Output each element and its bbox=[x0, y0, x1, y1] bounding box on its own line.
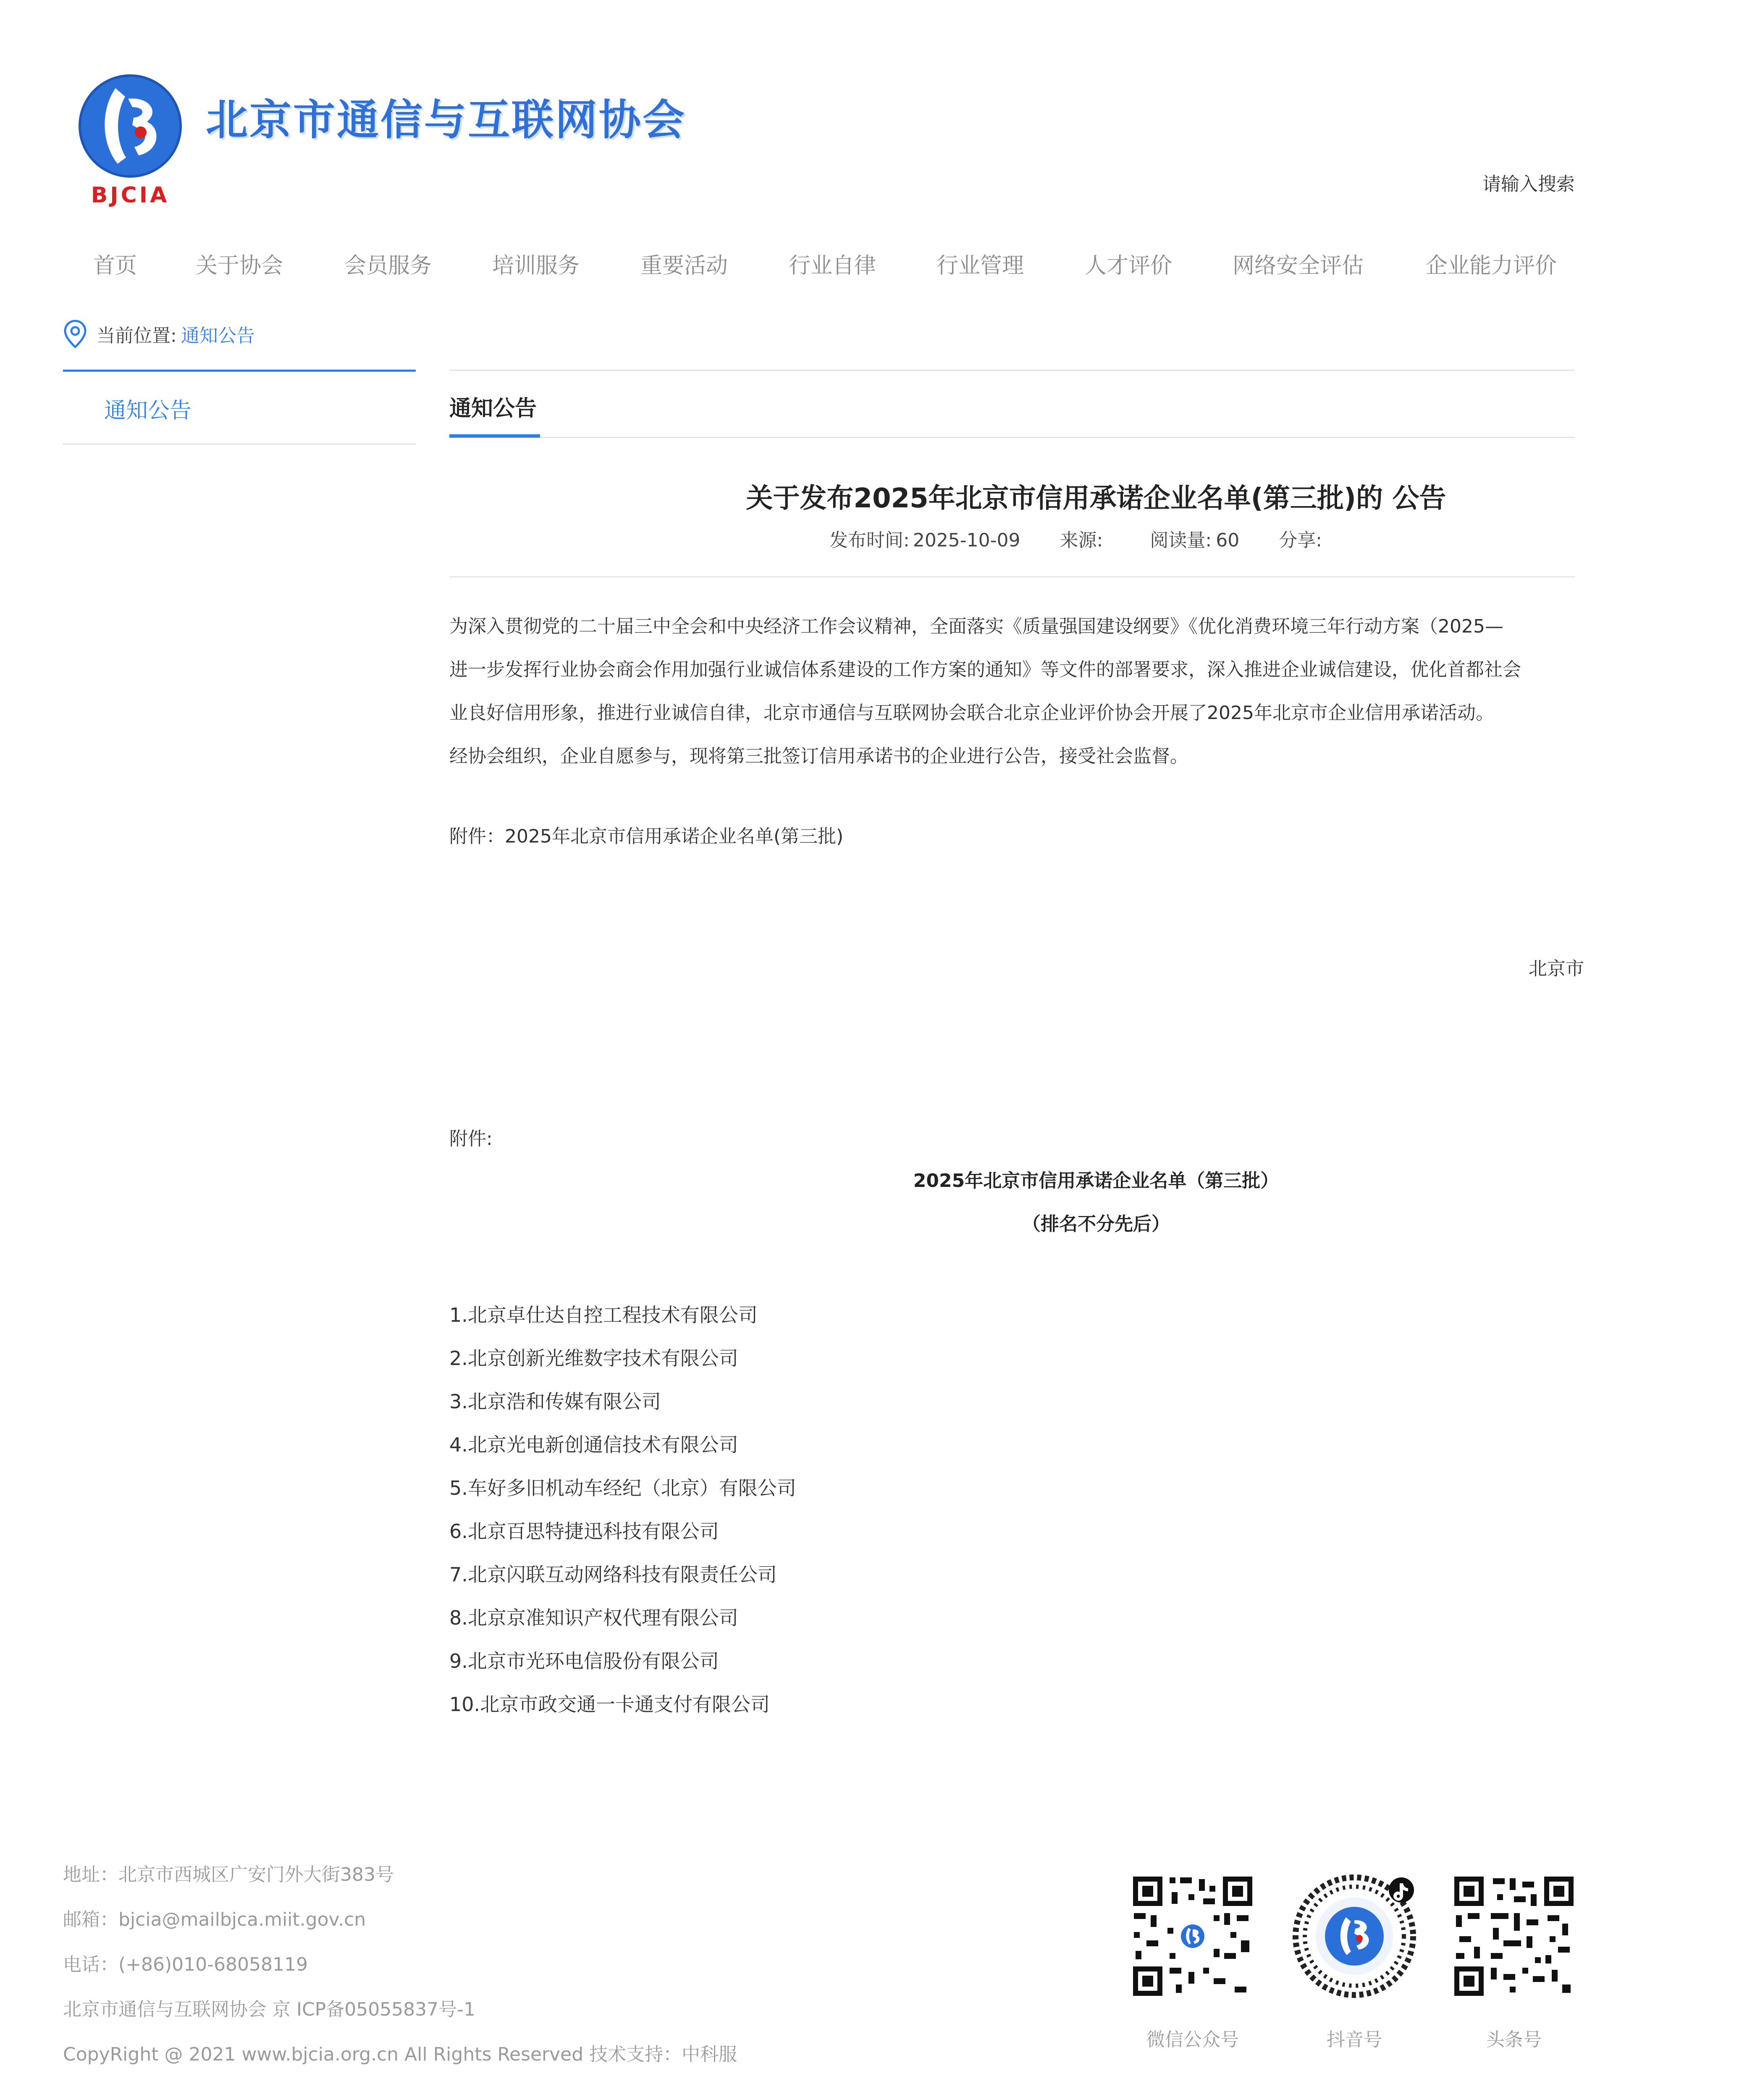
nav-item-training[interactable]: 培训服务 bbox=[492, 253, 580, 278]
list-item: 1.北京卓仕达自控工程技术有限公司 bbox=[449, 1304, 758, 1326]
breadcrumb bbox=[63, 319, 255, 349]
nav-item-home[interactable]: 首页 bbox=[93, 253, 137, 278]
douyin-qr-code-icon bbox=[1291, 1873, 1417, 1999]
body-line: 为深入贯彻党的二十届三中全会和中央经济工作会议精神，全面落实《质量强国建设纲要》《优化消费环境三年行动方案（2025— bbox=[449, 616, 1503, 637]
nav-item-industry-management[interactable]: 行业管理 bbox=[936, 253, 1024, 278]
footer-address: 地址：北京市西城区广安门外大街383号 bbox=[63, 1864, 394, 1885]
wechat-label: 微信公众号 bbox=[1146, 2029, 1239, 2050]
tab-notices[interactable]: 通知公告 bbox=[449, 396, 537, 421]
toutiao-qr-code-icon bbox=[1451, 1873, 1577, 1999]
toutiao-label: 头条号 bbox=[1486, 2029, 1542, 2050]
nav-item-about[interactable]: 关于协会 bbox=[196, 253, 283, 278]
reads-label: 阅读量: bbox=[1150, 530, 1212, 551]
bjcia-logo[interactable] bbox=[76, 71, 185, 210]
signature: 北京市 bbox=[1529, 958, 1584, 979]
attachment-link[interactable]: 附件：2025年北京市信用承诺企业名单(第三批) bbox=[449, 826, 844, 847]
body-line: 经协会组织，企业自愿参与，现将第三批签订信用承诺书的企业进行公告，接受社会监督。 bbox=[449, 746, 1188, 767]
main-nav bbox=[0, 248, 1613, 281]
nav-item-enterprise-evaluation[interactable]: 企业能力评价 bbox=[1426, 253, 1557, 278]
footer-info bbox=[63, 1852, 737, 2077]
list-item: 7.北京闪联互动网络科技有限责任公司 bbox=[449, 1563, 777, 1586]
nav-item-member-services[interactable]: 会员服务 bbox=[344, 253, 432, 278]
list-item: 4.北京光电新创通信技术有限公司 bbox=[449, 1433, 738, 1456]
publish-label: 发布时间: bbox=[829, 530, 910, 551]
footer-icp[interactable]: 北京市通信与互联网协会 京 ICP备05055837号-1 bbox=[63, 1999, 476, 2020]
sidebar bbox=[63, 370, 416, 445]
douyin-label: 抖音号 bbox=[1327, 2029, 1382, 2050]
article-title: 关于发布2025年北京市信用承诺企业名单(第三批)的 公告 bbox=[746, 483, 1446, 514]
list-title: 2025年北京市信用承诺企业名单（第三批） bbox=[913, 1170, 1279, 1192]
footer-copyright: CopyRight @ 2021 www.bjcia.org.cn All Rights Reserved 技术支持：中科服 bbox=[63, 2044, 737, 2065]
sidebar-divider bbox=[63, 444, 416, 445]
tab-divider bbox=[449, 437, 1575, 438]
list-item: 5.车好多旧机动车经纪（北京）有限公司 bbox=[449, 1477, 796, 1499]
reads-value: 60 bbox=[1216, 530, 1240, 551]
company-list bbox=[449, 1294, 796, 1726]
search-input[interactable] bbox=[1449, 167, 1575, 201]
nav-item-self-discipline[interactable]: 行业自律 bbox=[789, 253, 876, 278]
location-pin-icon bbox=[63, 319, 87, 349]
main-top-divider bbox=[449, 370, 1575, 371]
body-line: 业良好信用形象，推进行业诚信自律，北京市通信与互联网协会联合北京企业评价协会开展了2025年北京市企业信用承诺活动。 bbox=[449, 702, 1494, 724]
source-label: 来源: bbox=[1060, 530, 1103, 551]
attachment-label: 附件: bbox=[449, 1128, 493, 1150]
tab-active-indicator bbox=[449, 434, 540, 438]
sidebar-item-notices[interactable]: 通知公告 bbox=[104, 398, 192, 423]
nav-item-talent-evaluation[interactable]: 人才评价 bbox=[1085, 253, 1173, 278]
list-item: 10.北京市政交通一卡通支付有限公司 bbox=[449, 1693, 770, 1716]
article-meta bbox=[829, 525, 1322, 552]
list-item: 6.北京百思特捷迅科技有限公司 bbox=[449, 1520, 719, 1543]
nav-item-events[interactable]: 重要活动 bbox=[640, 253, 728, 278]
share-label[interactable]: 分享: bbox=[1279, 530, 1322, 551]
site-name[interactable]: 北京市通信与互联网协会 bbox=[206, 95, 686, 144]
body-line: 进一步发挥行业协会商会作用加强行业诚信体系建设的工作方案的通知》等文件的部署要求，深入推进企业诚信建设，优化首都社会 bbox=[449, 659, 1521, 680]
breadcrumb-current[interactable]: 通知公告 bbox=[181, 325, 255, 346]
article-body bbox=[449, 605, 1575, 778]
publish-date: 2025-10-09 bbox=[913, 530, 1020, 551]
breadcrumb-label: 当前位置: bbox=[97, 325, 177, 346]
meta-divider bbox=[449, 576, 1575, 578]
list-item: 3.北京浩和传媒有限公司 bbox=[449, 1390, 661, 1413]
list-subtitle: （排名不分先后） bbox=[1022, 1213, 1170, 1235]
wechat-qr-code-icon bbox=[1130, 1873, 1256, 1999]
nav-item-security-assessment[interactable]: 网络安全评估 bbox=[1233, 253, 1364, 278]
footer-email[interactable]: 邮箱：bjcia@mailbjca.miit.gov.cn bbox=[63, 1909, 366, 1930]
list-item: 9.北京市光环电信股份有限公司 bbox=[449, 1650, 719, 1672]
footer-phone: 电话：(+86)010-68058119 bbox=[63, 1954, 308, 1975]
list-item: 8.北京京准知识产权代理有限公司 bbox=[449, 1606, 738, 1629]
logo-text: BJCIA bbox=[91, 183, 170, 208]
list-item: 2.北京创新光维数字技术有限公司 bbox=[449, 1347, 738, 1370]
sidebar-top-border bbox=[63, 370, 416, 372]
